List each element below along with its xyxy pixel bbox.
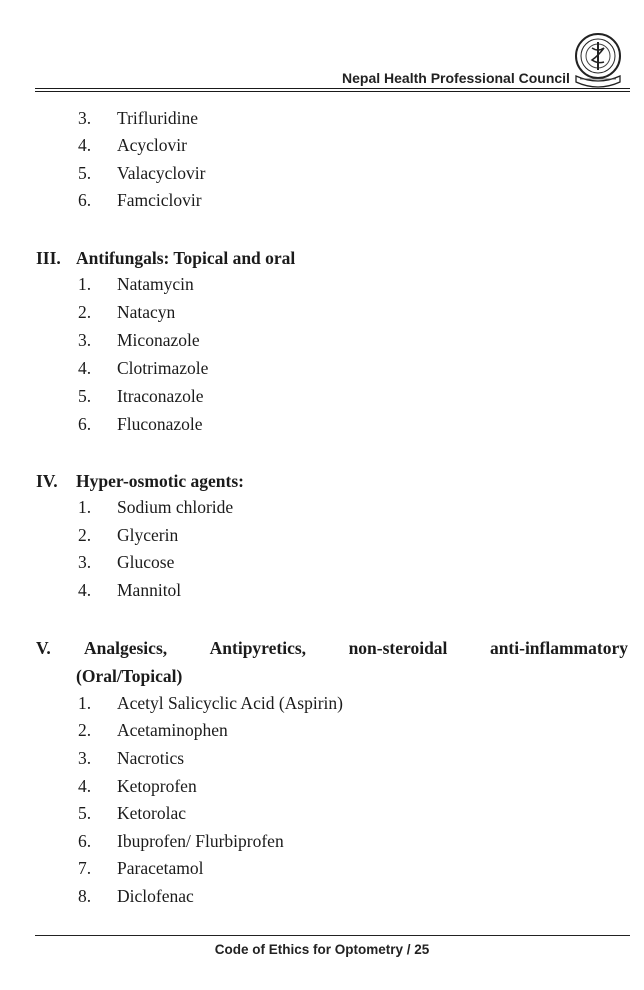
section-title-line2: (Oral/Topical) bbox=[76, 666, 183, 686]
item-number: 3. bbox=[78, 552, 92, 572]
item-number: 8. bbox=[78, 886, 92, 906]
header-rule bbox=[35, 88, 630, 92]
item-text: Itraconazole bbox=[117, 386, 204, 406]
header-organization-name: Nepal Health Professional Council bbox=[342, 70, 570, 86]
title-word: Analgesics, bbox=[84, 638, 168, 658]
item-text: Diclofenac bbox=[117, 886, 194, 906]
item-number: 4. bbox=[78, 135, 92, 155]
section-numeral: V. bbox=[36, 638, 51, 658]
section-title: Hyper-osmotic agents: bbox=[76, 471, 244, 491]
item-text: Clotrimazole bbox=[117, 358, 209, 378]
item-text: Valacyclovir bbox=[117, 163, 206, 183]
item-number: 1. bbox=[78, 274, 92, 294]
item-text: Glucose bbox=[117, 552, 175, 572]
section-heading-antifungals bbox=[36, 247, 295, 269]
section-heading-hyper-osmotic bbox=[36, 470, 244, 492]
item-text: Sodium chloride bbox=[117, 497, 234, 517]
item-number: 1. bbox=[78, 497, 92, 517]
page-footer: Code of Ethics for Optometry / 25 bbox=[214, 942, 430, 957]
item-text: Ibuprofen/ Flurbiprofen bbox=[117, 831, 284, 851]
item-text: Miconazole bbox=[117, 330, 200, 350]
item-text: Acyclovir bbox=[117, 135, 187, 155]
item-number: 6. bbox=[78, 831, 92, 851]
section-title: Antifungals: Topical and oral bbox=[76, 248, 296, 268]
item-number: 1. bbox=[78, 693, 92, 713]
section-numeral: IV. bbox=[36, 471, 58, 491]
item-number: 5. bbox=[78, 163, 92, 183]
item-number: 6. bbox=[78, 414, 92, 434]
title-word: non-steroidal bbox=[348, 638, 448, 658]
item-text: Trifluridine bbox=[117, 108, 199, 128]
item-text: Famciclovir bbox=[117, 190, 202, 210]
item-number: 2. bbox=[78, 720, 92, 740]
item-text: Nacrotics bbox=[117, 748, 185, 768]
item-text: Natacyn bbox=[117, 302, 176, 322]
item-number: 4. bbox=[78, 776, 92, 796]
title-word: anti-inflammatory bbox=[489, 638, 628, 658]
item-number: 2. bbox=[78, 302, 92, 322]
item-number: 2. bbox=[78, 525, 92, 545]
item-number: 4. bbox=[78, 358, 92, 378]
item-text: Ketorolac bbox=[117, 803, 186, 823]
section-title-line1 bbox=[84, 637, 628, 659]
item-number: 7. bbox=[78, 858, 92, 878]
item-text: Ketoprofen bbox=[117, 776, 197, 796]
item-number: 5. bbox=[78, 803, 92, 823]
item-text: Fluconazole bbox=[117, 414, 203, 434]
item-number: 4. bbox=[78, 580, 92, 600]
item-text: Paracetamol bbox=[117, 858, 204, 878]
item-number: 3. bbox=[78, 748, 92, 768]
footer-rule bbox=[35, 935, 630, 936]
item-text: Acetyl Salicyclic Acid (Aspirin) bbox=[117, 693, 343, 713]
item-number: 6. bbox=[78, 190, 92, 210]
item-number: 3. bbox=[78, 108, 92, 128]
section-numeral: III. bbox=[36, 248, 61, 268]
item-text: Glycerin bbox=[117, 525, 179, 545]
item-number: 5. bbox=[78, 386, 92, 406]
item-text: Acetaminophen bbox=[117, 720, 228, 740]
item-text: Natamycin bbox=[117, 274, 194, 294]
title-word: Antipyretics, bbox=[209, 638, 307, 658]
council-seal-logo bbox=[570, 28, 626, 92]
item-text: Mannitol bbox=[117, 580, 182, 600]
item-number: 3. bbox=[78, 330, 92, 350]
